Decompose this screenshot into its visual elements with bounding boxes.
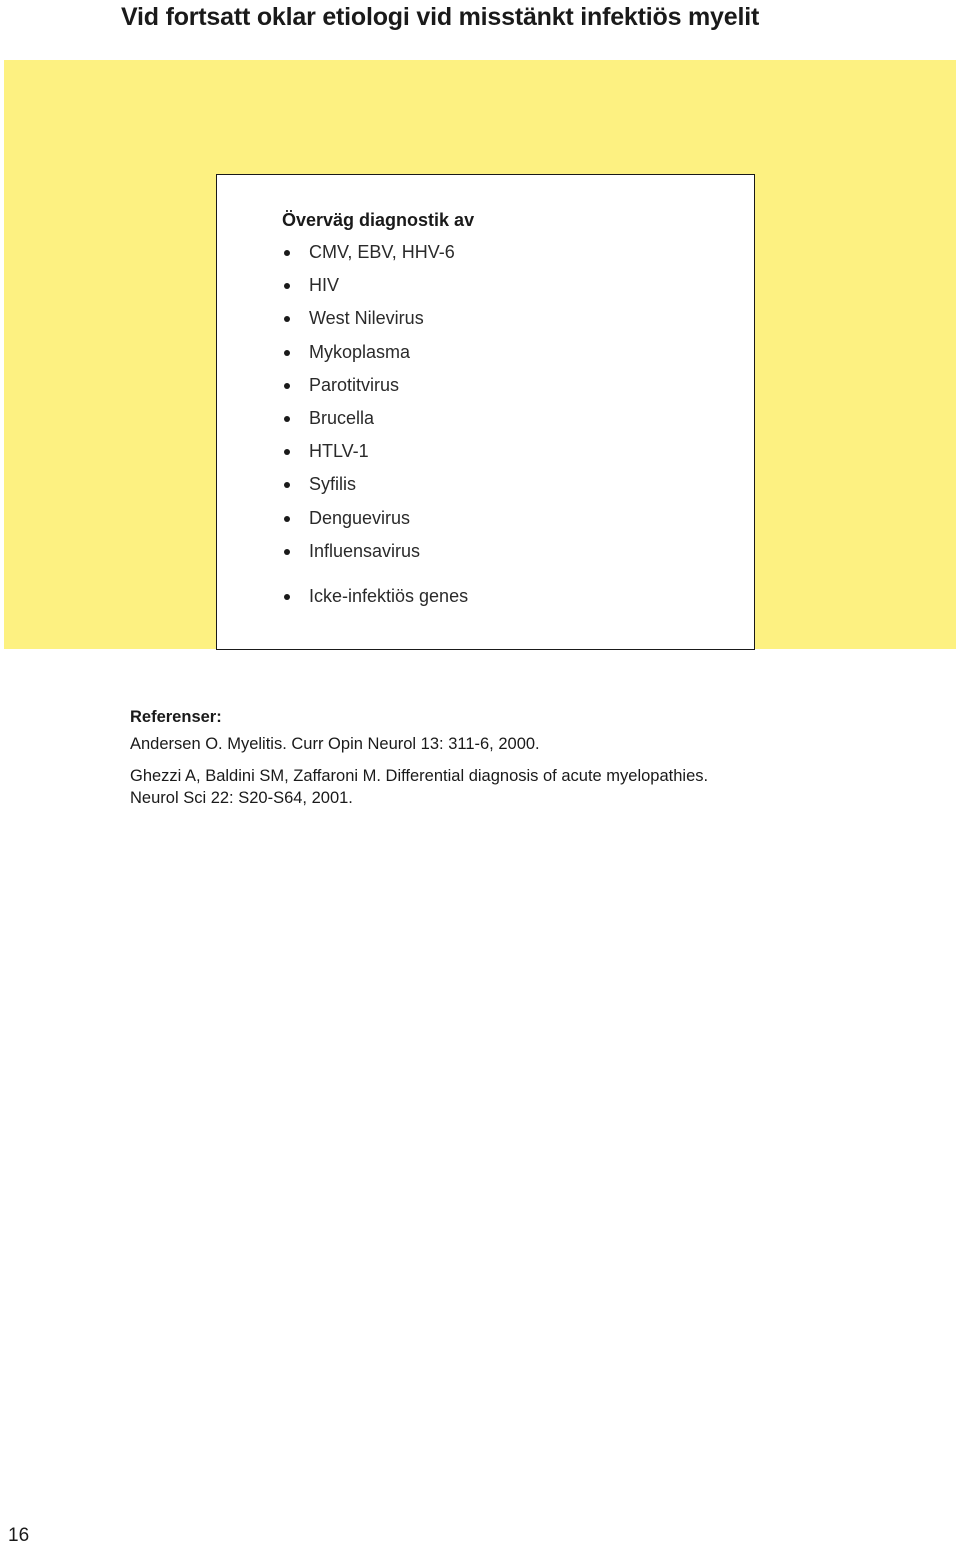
bullet-icon xyxy=(284,449,290,455)
list-item-label: HTLV-1 xyxy=(309,441,369,462)
bullet-icon xyxy=(284,350,290,356)
list-item xyxy=(282,507,468,540)
bullet-icon xyxy=(284,549,290,555)
highlight-panel xyxy=(4,60,956,649)
list-item-label: Parotitvirus xyxy=(309,374,400,395)
reference-line: Ghezzi A, Baldini SM, Zaffaroni M. Differential diagnosis of acute myelopathies. xyxy=(130,767,709,785)
list-item xyxy=(282,341,468,374)
list-item xyxy=(282,407,468,440)
bullet-icon xyxy=(284,383,290,389)
list-item-label: Syfilis xyxy=(309,474,357,495)
diagnostics-box xyxy=(216,174,755,650)
list-item xyxy=(282,241,468,274)
list-item xyxy=(282,473,468,506)
bullet-icon xyxy=(284,283,290,289)
reference-line: Andersen O. Myelitis. Curr Opin Neurol 13: 311-6, 2000. xyxy=(130,735,540,753)
list-item xyxy=(282,440,468,473)
bullet-icon xyxy=(284,594,290,600)
bullet-icon xyxy=(284,416,290,422)
list-item-label: West Nilevirus xyxy=(309,308,424,329)
list-item-label: Denguevirus xyxy=(309,507,411,528)
list-item-label: Brucella xyxy=(309,407,375,428)
list-item xyxy=(282,274,468,307)
list-item-label: Icke-infektiös genes xyxy=(309,585,469,606)
references-label: Referenser: xyxy=(130,708,222,726)
list-item xyxy=(282,374,468,407)
bullet-icon xyxy=(284,516,290,522)
bullet-icon xyxy=(284,316,290,322)
bullet-icon xyxy=(284,250,290,256)
list-item-label: Influensavirus xyxy=(309,540,421,561)
diagnostics-list xyxy=(282,241,468,618)
box-heading: Överväg diagnostik av xyxy=(282,210,475,230)
list-item xyxy=(282,540,468,573)
reference-line: Neurol Sci 22: S20-S64, 2001. xyxy=(130,789,353,807)
list-item xyxy=(282,307,468,340)
references-section xyxy=(130,706,708,809)
page-title: Vid fortsatt oklar etiologi vid misstänkt infektiös myelit xyxy=(121,3,760,31)
list-item xyxy=(282,585,468,618)
page-number: 16 xyxy=(8,1525,30,1546)
list-item-label: Mykoplasma xyxy=(309,341,411,362)
list-item-label: CMV, EBV, HHV-6 xyxy=(309,242,455,262)
bullet-icon xyxy=(284,482,290,488)
list-item-label: HIV xyxy=(309,275,340,296)
